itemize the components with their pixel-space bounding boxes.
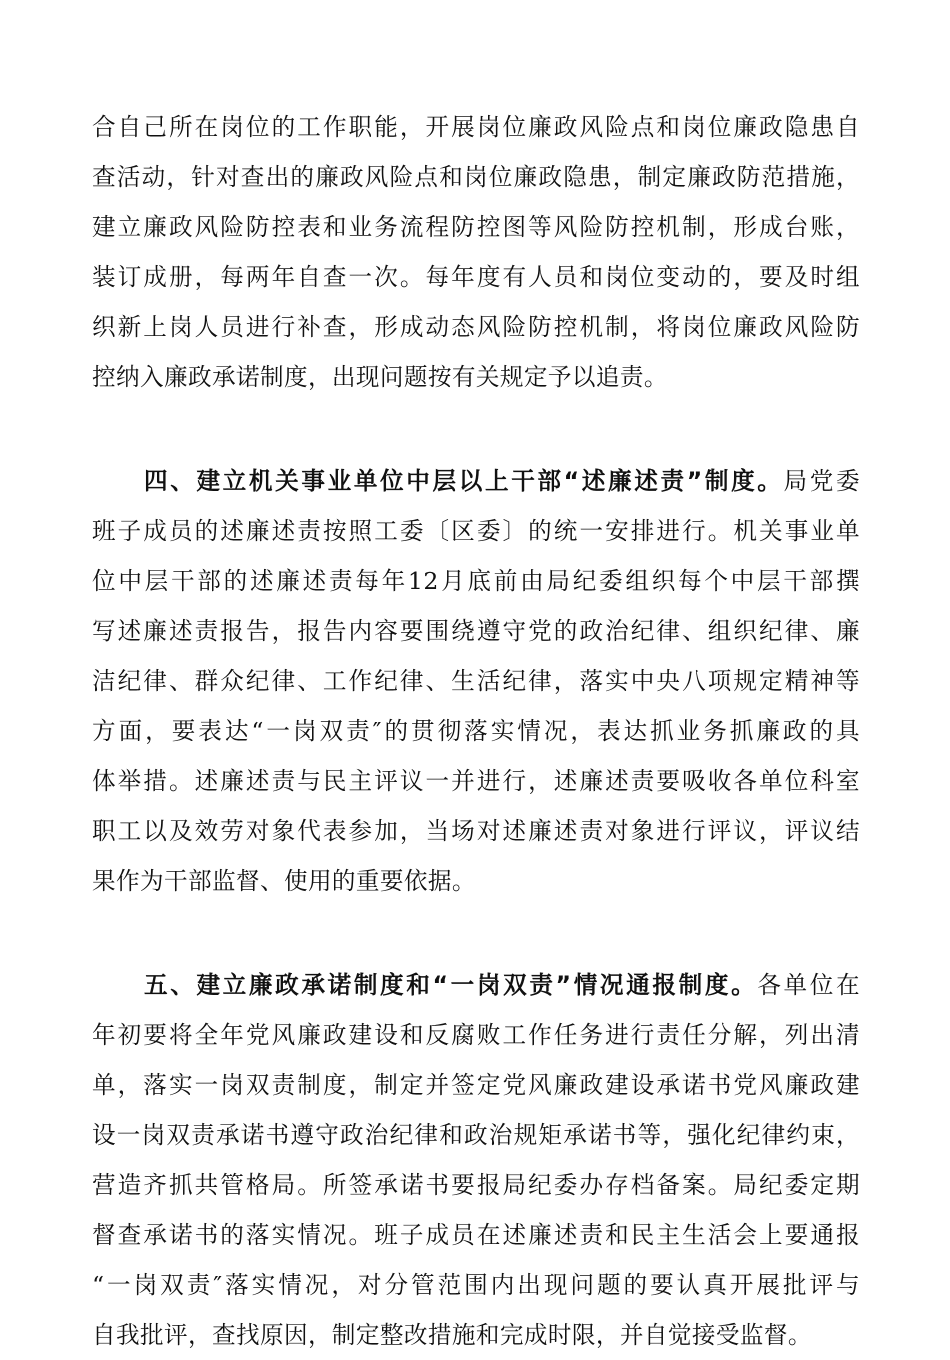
text-line: 写述廉述责报告，报告内容要围绕遵守党的政治纪律、组织纪律、廉 [92, 617, 860, 645]
text-line: 查活动，针对查出的廉政风险点和岗位廉政隐患，制定廉政防范措施， [92, 163, 860, 191]
section-4-heading: 四、建立机关事业单位中层以上干部“述廉述责”制度。 [144, 467, 784, 495]
text-line: 装订成册，每两年自查一次。每年度有人员和岗位变动的，要及时组 [92, 263, 860, 291]
text-line: 合自己所在岗位的工作职能，开展岗位廉政风险点和岗位廉政隐患自 [92, 113, 860, 141]
section-5-first-line-rest: 各单位在 [757, 971, 860, 999]
section-5-first-line [92, 960, 860, 1010]
text-line: 洁纪律、群众纪律、工作纪律、生活纪律，落实中央八项规定精神等 [92, 667, 860, 695]
paragraph-section-5 [92, 960, 860, 1360]
text-line: 自我批评，查找原因，制定整改措施和完成时限，并自觉接受监督。 [92, 1321, 812, 1349]
text-line: 果作为干部监督、使用的重要依据。 [92, 867, 476, 895]
text-line: 方面，要表达“一岗双责″的贯彻落实情况，表达抓业务抓廉政的具 [92, 717, 860, 745]
document-body [92, 102, 860, 1360]
text-line: 设一岗双责承诺书遵守政治纪律和政治规矩承诺书等，强化纪律约束， [92, 1121, 860, 1149]
paragraph-section-3-continued [92, 102, 860, 402]
text-line: 班子成员的述廉述责按照工委〔区委〕的统一安排进行。机关事业单 [92, 517, 860, 545]
text-line: 督查承诺书的落实情况。班子成员在述廉述责和民主生活会上要通报 [92, 1221, 860, 1249]
text-line: 织新上岗人员进行补查，形成动态风险防控机制，将岗位廉政风险防 [92, 313, 860, 341]
text-line: 控纳入廉政承诺制度，出现问题按有关规定予以追责。 [92, 363, 668, 391]
section-5-heading: 五、建立廉政承诺制度和“一岗双责”情况通报制度。 [144, 971, 758, 999]
text-line: 体举措。述廉述责与民主评议一并进行，述廉述责要吸收各单位科室 [92, 767, 860, 795]
text-line: 单，落实一岗双责制度，制定并签定党风廉政建设承诺书党风廉政建 [92, 1071, 860, 1099]
text-line: 位中层干部的述廉述责每年12月底前由局纪委组织每个中层干部撰 [92, 567, 860, 595]
text-line: 建立廉政风险防控表和业务流程防控图等风险防控机制，形成台账， [92, 213, 860, 241]
section-4-first-line-rest: 局党委 [783, 467, 860, 495]
text-line: 年初要将全年党风廉政建设和反腐败工作任务进行责任分解，列出清 [92, 1021, 860, 1049]
text-line: “一岗双责″落实情况，对分管范围内出现问题的要认真开展批评与 [92, 1271, 860, 1299]
section-4-first-line [92, 456, 860, 506]
paragraph-section-4 [92, 456, 860, 906]
text-line: 职工以及效劳对象代表参加，当场对述廉述责对象进行评议，评议结 [92, 817, 860, 845]
text-line: 营造齐抓共管格局。所签承诺书要报局纪委办存档备案。局纪委定期 [92, 1171, 860, 1199]
